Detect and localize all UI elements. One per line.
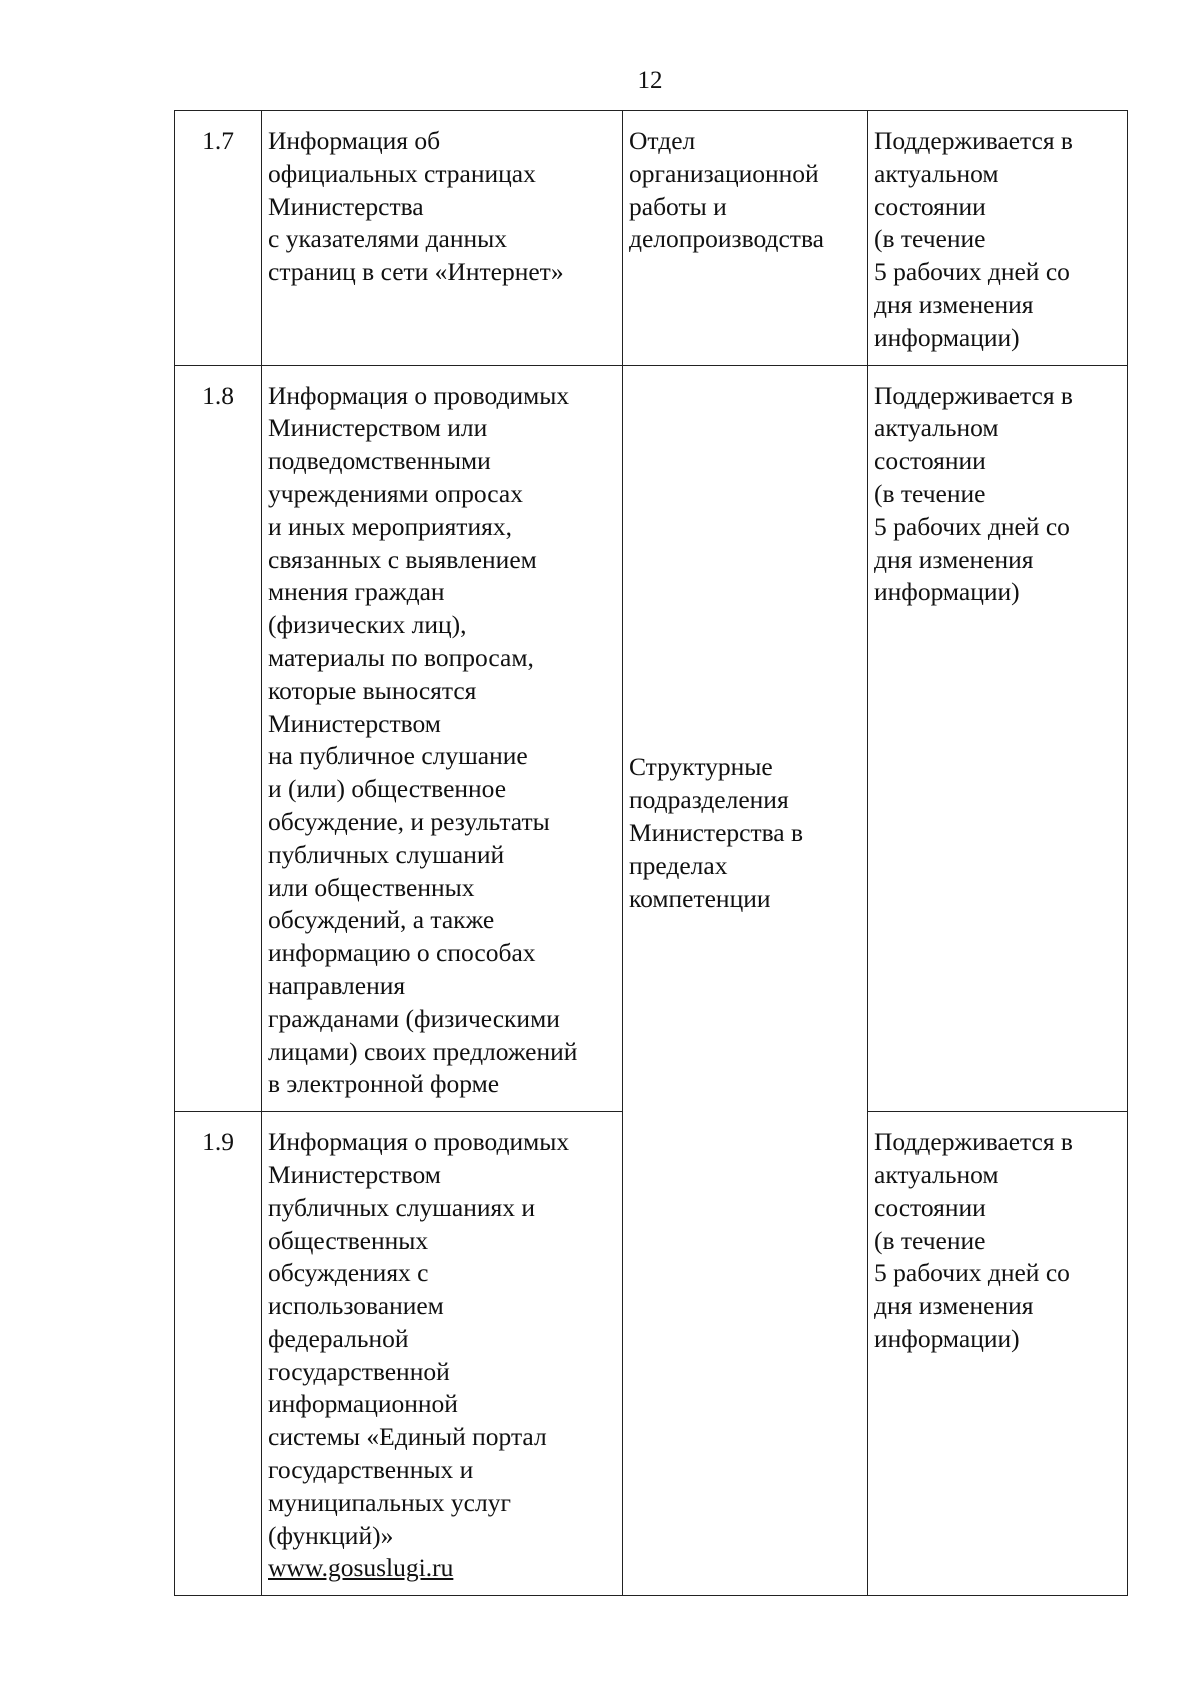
info-cell: Информация об официальных страницах Министерства с указателями данных страниц в сети «Интернет» <box>262 111 623 366</box>
table-row <box>175 365 1128 1112</box>
info-cell <box>262 1112 623 1596</box>
row-number: 1.7 <box>175 111 262 366</box>
terms-cell: Поддерживается в актуальном состоянии (в течение 5 рабочих дней со дня изменения информации) <box>868 365 1128 1112</box>
gosuslugi-link[interactable]: www.gosuslugi.ru <box>268 1553 454 1583</box>
responsible-cell: Отдел организационной работы и делопроизводства <box>623 111 868 366</box>
page-number: 12 <box>637 67 663 94</box>
responsible-text: Структурные подразделения Министерства в пределах компетенции <box>629 752 804 913</box>
info-text: Информация о проводимых Министерством публичных слушаниях и общественных обсуждениях с использованием федеральной государственной информационной системы «Единый портал государственных и муниципальных услуг (функций)» <box>268 1127 570 1550</box>
responsible-cell-merged <box>623 365 868 1596</box>
row-number: 1.9 <box>175 1112 262 1596</box>
info-cell: Информация о проводимых Министерством или подведомственными учреждениями опросах и иных мероприятиях, связанных с выявлением мнения граждан (физических лиц), материалы по вопросам, которые выносятся Министерством на публичное слушание и (или) общественное обсуждение, и результаты публичных слушаний или общественных обсуждений, а также информацию о способах направления гражданами (физическими лицами) своих предложений в электронной форме <box>262 365 623 1112</box>
terms-cell: Поддерживается в актуальном состоянии (в течение 5 рабочих дней со дня изменения информации) <box>868 111 1128 366</box>
row-number: 1.8 <box>175 365 262 1112</box>
document-table <box>174 110 1128 1596</box>
terms-cell: Поддерживается в актуальном состоянии (в течение 5 рабочих дней со дня изменения информации) <box>868 1112 1128 1596</box>
table-row <box>175 111 1128 366</box>
